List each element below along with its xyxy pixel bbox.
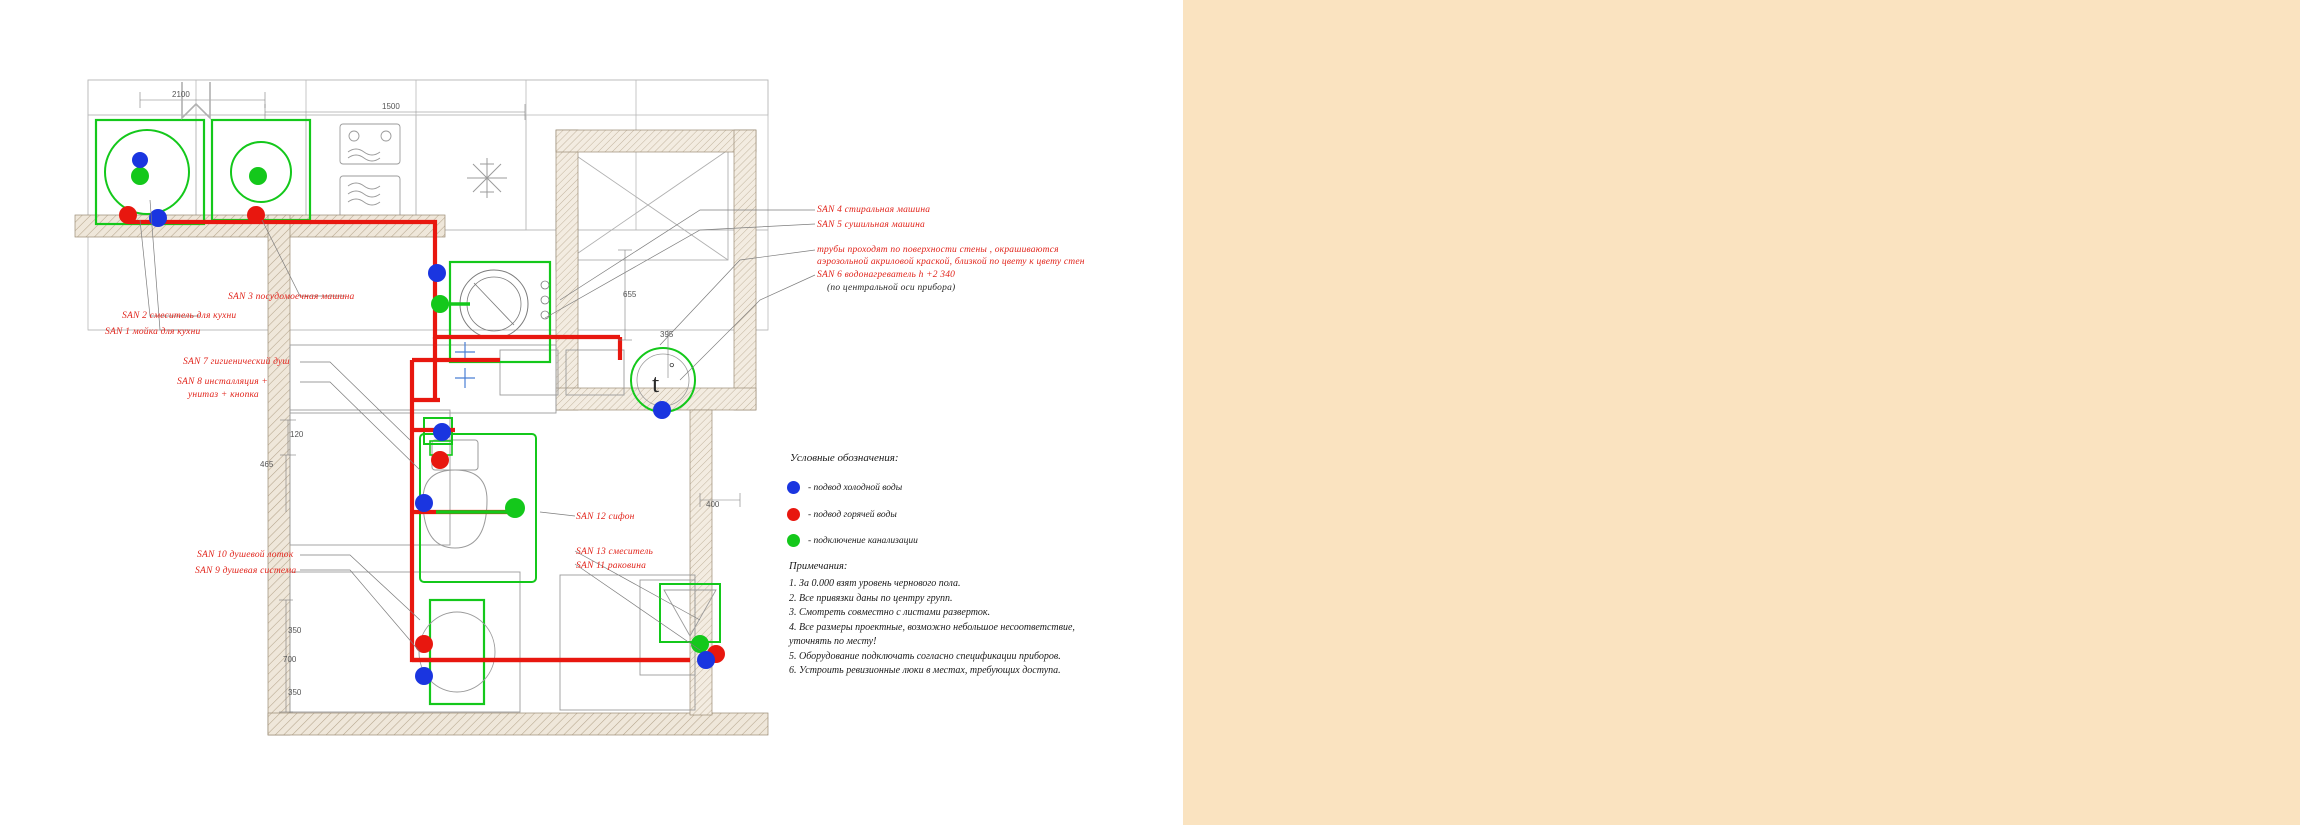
annotation-san-11: SAN 11 раковина <box>576 561 647 571</box>
legend-dot-hot <box>787 508 800 521</box>
note-line-4: 4. Все размеры проектные, возможно небольшое несоответствие, <box>789 621 1075 633</box>
legend-title: Условные обозначения: <box>790 452 899 464</box>
dimension-350-bottom: 350 <box>288 688 302 697</box>
dimension-395: 395 <box>660 330 674 339</box>
dimension-2100: 2100 <box>172 90 190 99</box>
legend-label-sewer: - подключение канализации <box>808 536 918 546</box>
annotation-san-7: SAN 7 гигиенический душ <box>183 357 290 367</box>
crosshair-marks <box>455 342 475 388</box>
dimension-700: 700 <box>283 655 297 664</box>
annotation-san-12: SAN 12 сифон <box>576 512 635 522</box>
annotation-san-6: SAN 6 водонагреватель h +2 340 <box>817 270 956 280</box>
dimension-400: 400 <box>706 500 720 509</box>
annotation-san-8: SAN 8 инсталляция + <box>177 377 268 387</box>
dimension-465: 465 <box>260 460 274 469</box>
annotation-san-3: SAN 3 посудомоечная машина <box>228 292 355 302</box>
fridge-snowflake-icon <box>467 158 507 198</box>
svg-text:°: ° <box>669 361 675 376</box>
note-line-7: 6. Устроить ревизионные люки в местах, требующих доступа. <box>789 665 1061 676</box>
legend-dot-sewer <box>787 534 800 547</box>
dimension-655: 655 <box>623 290 637 299</box>
hot-water-pipe-route <box>128 222 690 660</box>
dimension-350-top: 350 <box>288 626 302 635</box>
annotation-san-2: SAN 2 смеситель для кухни <box>122 311 237 321</box>
annotation-san-9: SAN 9 душевая система <box>195 566 297 576</box>
right-beige-panel <box>1183 0 2300 825</box>
annotation-san-8-cont: унитаз + кнопка <box>188 390 259 400</box>
annotation-pipes-note-2: аэрозольной акриловой краской, близкой по цвету к цвету стен <box>817 257 1085 267</box>
shower-tray-icon <box>419 600 495 704</box>
note-line-1: 1. За 0.000 взят уровень чернового пола. <box>789 578 961 589</box>
annotation-san-13: SAN 13 смеситель <box>576 547 653 557</box>
legend-dot-cold <box>787 481 800 494</box>
note-line-3: 3. Смотреть совместно с листами разверток. <box>789 607 991 618</box>
annotation-san-6-cont: (по центральной оси прибора) <box>827 283 956 293</box>
stove-icon <box>340 124 400 164</box>
note-line-5: уточнять по месту! <box>789 636 877 647</box>
notes-title: Примечания: <box>789 561 848 572</box>
svg-text:t: t <box>652 369 660 398</box>
dimension-120: 120 <box>290 430 304 439</box>
note-line-2: 2. Все привязки даны по центру групп. <box>789 592 953 604</box>
dimension-1500: 1500 <box>382 102 400 111</box>
furniture-outlines <box>88 80 768 330</box>
annotation-san-10: SAN 10 душевой лоток <box>197 550 294 560</box>
annotation-san-1: SAN 1 мойка для кухни <box>105 327 201 337</box>
annotation-pipes-note-1: трубы проходят по поверхности стены , окрашиваются <box>817 245 1059 255</box>
annotation-san-4: SAN 4 стиральная машина <box>817 205 931 215</box>
annotation-san-5: SAN 5 сушильная машина <box>817 220 925 230</box>
legend-label-cold: - подвод холодной воды <box>808 483 903 493</box>
note-line-6: 5. Оборудование подключать согласно спецификации приборов. <box>789 650 1061 662</box>
legend-label-hot: - подвод горячей воды <box>808 510 897 520</box>
